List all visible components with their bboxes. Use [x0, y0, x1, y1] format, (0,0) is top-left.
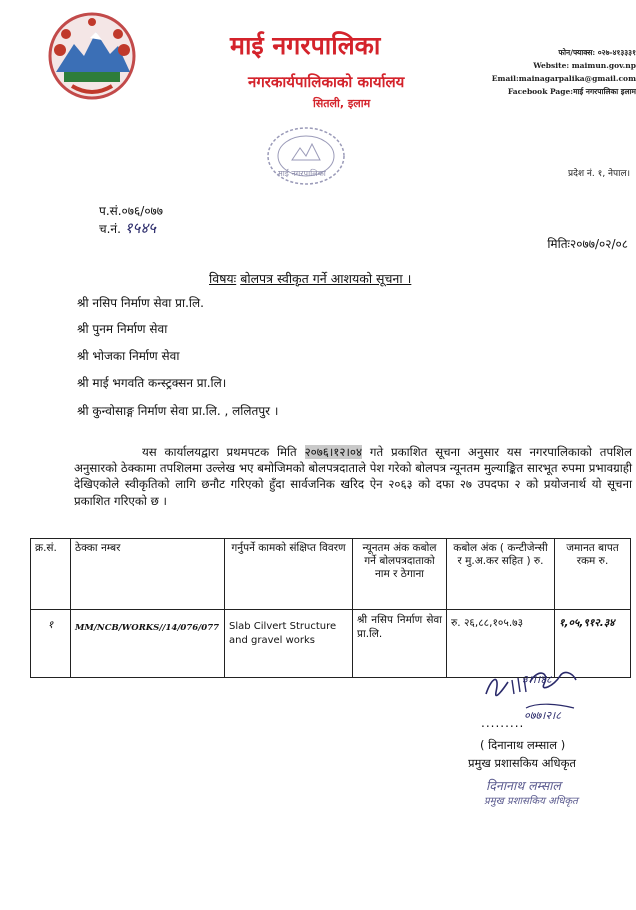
province-label: प्रदेश नं. १, नेपाल।	[568, 169, 630, 179]
col-header-sn: क्र.सं.	[31, 539, 71, 610]
officer-title: प्रमुख प्रशासकिय अधिकृत	[468, 756, 576, 770]
seal-name: दिनानाथ लम्साल	[486, 778, 561, 793]
subject-label: विषयः	[209, 271, 237, 286]
contact-website: Website: maimun.gov.np	[533, 61, 636, 70]
officer-name: ( दिनानाथ लम्साल )	[480, 738, 566, 752]
cell-bid-amount: रु. २६,८८,१०५.७३	[447, 610, 555, 678]
recipient-item: श्री नसिप निर्माण सेवा प्रा.लि.	[77, 296, 204, 310]
col-header-bid-amount: कबोल अंक ( कन्टीजेन्सी र मु.अ.कर सहित ) रु.	[447, 539, 555, 610]
cell-contract-no: MM/NCB/WORKS//14/076/077	[71, 610, 225, 678]
recipient-item: श्री भोजका निर्माण सेवा	[77, 349, 180, 363]
subject-text: बोलपत्र स्वीकृत गर्ने आशयको सूचना ।	[240, 271, 412, 286]
col-header-description: गर्नुपर्ने कामको संक्षिप्त विवरण	[225, 539, 353, 610]
cell-security: १,०५,९१२.३४	[555, 610, 631, 678]
recipient-item: श्री कुन्वोसाङ्ग निर्माण सेवा प्रा.लि. , ललितपुर ।	[77, 404, 279, 418]
chalan-value: १५४५	[124, 219, 156, 237]
nepal-emblem-icon	[46, 10, 138, 102]
contact-email: Email:mainagarpalika@gmail.com	[491, 74, 636, 83]
tender-table	[30, 538, 631, 678]
signature-date: ०७७।२।८	[524, 709, 561, 722]
chalan-label: च.नं.	[99, 222, 121, 236]
notice-paragraph	[74, 444, 632, 509]
signature-line: .........	[481, 716, 525, 730]
reference-number: प.सं.०७६/०७७	[99, 204, 164, 218]
body-text-before: यस कार्यालयद्वारा प्रथमपटक मिति	[142, 445, 305, 459]
contact-phone: फोन/फ्याक्स: ०२७-४१३३३१	[558, 48, 636, 57]
stamp-text: माई नगरपालिका	[278, 169, 326, 178]
published-date-highlight: २०७६।१२।०४	[304, 445, 363, 459]
col-header-contract-no: ठेक्का नम्बर	[71, 539, 225, 610]
office-location: सितली, इलाम	[313, 97, 371, 110]
recipient-item: श्री पुनम निर्माण सेवा	[77, 322, 168, 336]
page-title: माई नगरपालिका	[230, 31, 381, 60]
letter-date: मितिः२०७७/०२/०८	[547, 237, 628, 251]
subject-line	[209, 270, 411, 287]
chalan-number	[99, 218, 156, 238]
office-subtitle: नगरकार्यपालिकाको कार्यालय	[248, 73, 405, 91]
contact-facebook: Facebook Page:माई नगरपालिका इलाम	[507, 87, 636, 96]
cell-sn: १	[31, 610, 71, 678]
contact-block	[492, 46, 636, 98]
signature-scribble-text: ३।।।४८	[522, 673, 552, 686]
cell-description: Slab Cilvert Structure and gravel works	[225, 610, 353, 678]
seal-title: प्रमुख प्रशासकिय अधिकृत	[484, 796, 578, 807]
table-header-row	[31, 539, 631, 610]
cell-bidder: श्री नसिप निर्माण सेवा प्रा.लि.	[353, 610, 447, 678]
col-header-bidder: न्यूनतम अंक कबोल गर्ने बोलपत्रदाताको नाम र ठेगाना	[353, 539, 447, 610]
recipient-item: श्री माई भगवति कन्स्ट्रक्सन प्रा.लि।	[77, 376, 227, 390]
office-stamp	[262, 124, 350, 188]
body-text-after: गते प्रकाशित सूचना अनुसार यस नगरपालिकाको तपशिल अनुसारको ठेक्कामा तपशिलमा उल्लेख भए बमोजिमको बोलपत्रदाताले पेश गरेको बोलपत्र न्यूनतम मुल्याङ्कित सारभूत रुपमा प्रभावग्राही देखिएकोले स्वीकृतिको लागि छनौट गरिएको हुँदा सार्वजनिक खरिद ऐन २०६३ को दफा २७ उपदफा २ को प्रयोजनार्थ यो सूचना प्रकाशित गरिएको छ ।	[74, 445, 632, 508]
col-header-security: जमानत बापत रकम रु.	[555, 539, 631, 610]
